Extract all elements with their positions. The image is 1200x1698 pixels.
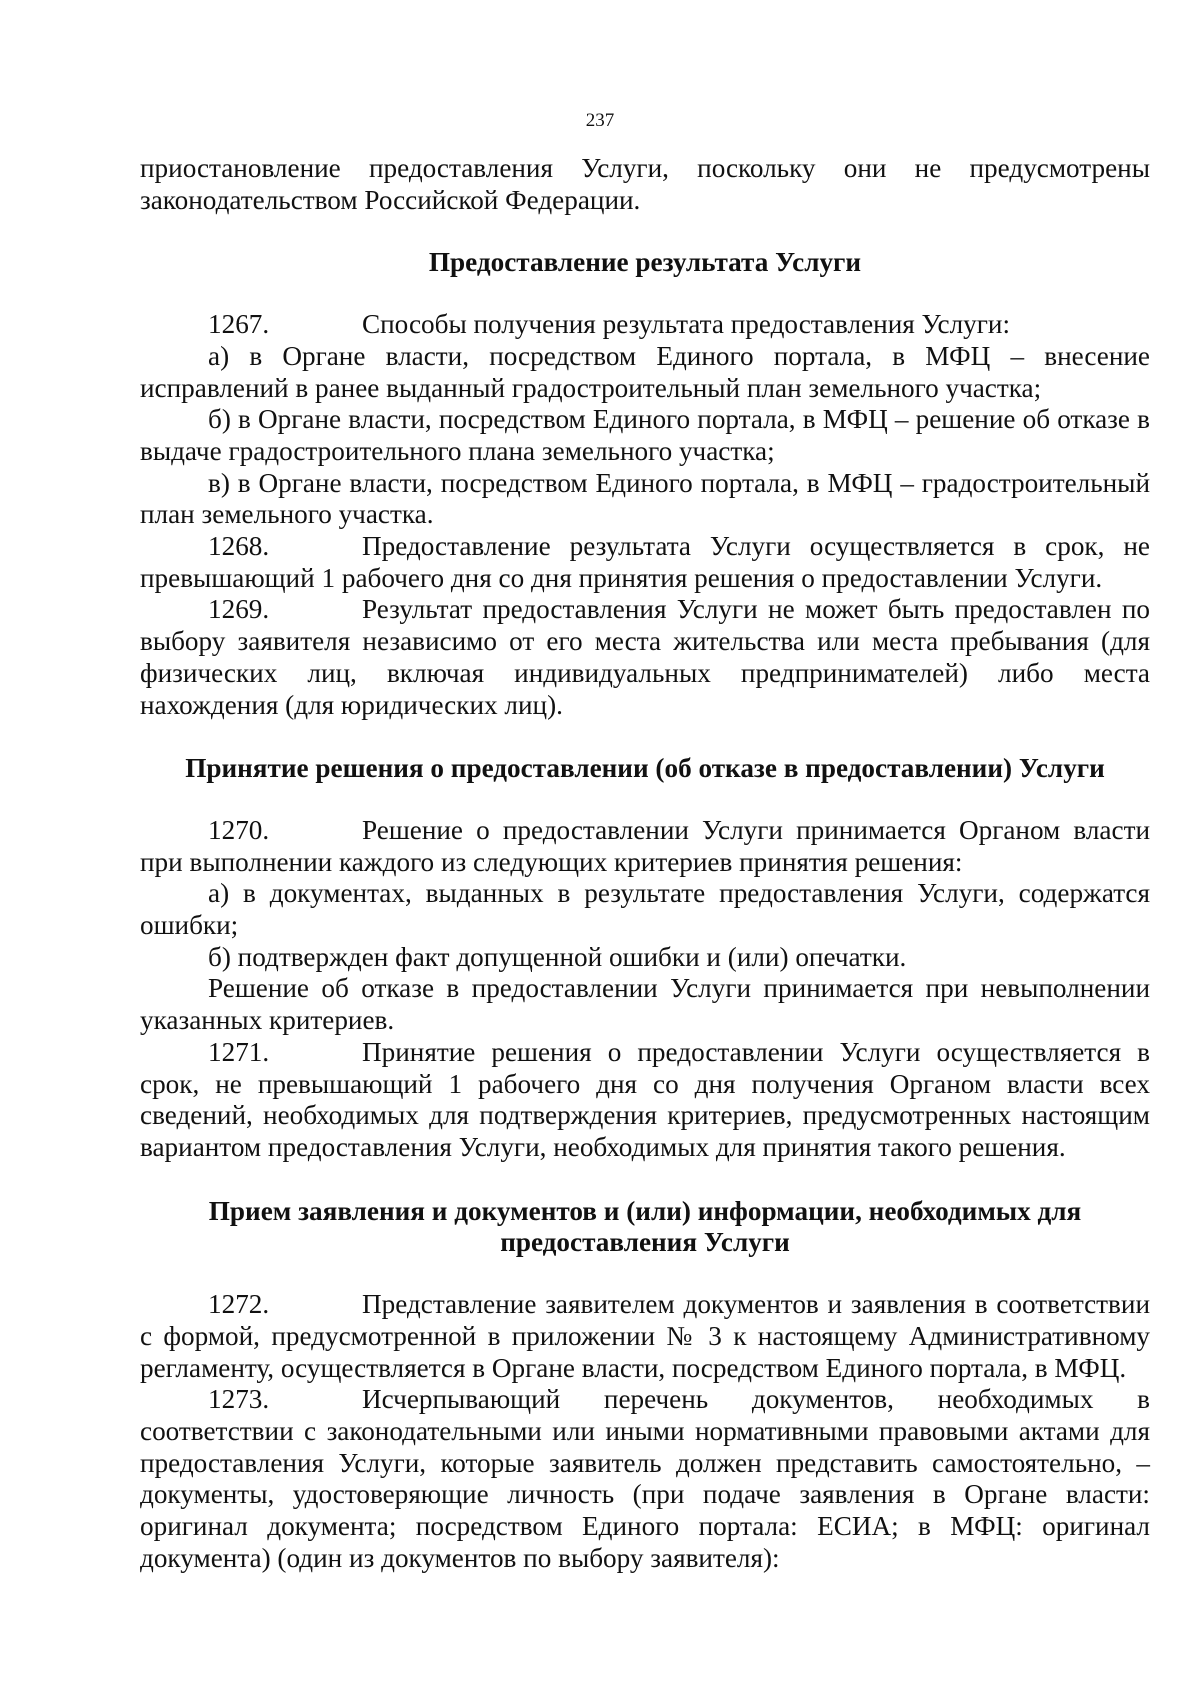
paragraph-continuation: приостановление предоставления Услуги, поскольку они не предусмотрены законодательством Российской Федерации. xyxy=(140,153,1150,215)
section-heading-decision: Принятие решения о предоставлении (об отказе в предоставлении) Услуги xyxy=(185,753,1105,784)
page-number: 237 xyxy=(585,110,615,131)
clause-text: Способы получения результата предоставления Услуги: xyxy=(362,309,1011,340)
clause-1269 xyxy=(140,594,1150,721)
clause-1267 xyxy=(140,309,1150,341)
clause-text: Принятие решения о предоставлении Услуги осуществляется в срок, не превышающий 1 рабочего дня со дня получения Органом власти всех сведений, необходимых для подтверждения критериев, предусмотренных настоящим вариантом предоставления Услуги, необходимых для принятия такого решения. xyxy=(140,1036,1150,1162)
clause-1271 xyxy=(140,1037,1150,1164)
clause-number: 1272. xyxy=(208,1289,270,1320)
clause-text: Результат предоставления Услуги не может быть предоставлен по выбору заявителя независимо от его места жительства или места пребывания (для физических лиц, включая индивидуальных предпринимателей) либо места нахождения (для юридических лиц). xyxy=(140,594,1150,720)
section-heading-result: Предоставление результата Услуги xyxy=(428,247,862,278)
clause-1267-item-b: б) в Органе власти, посредством Единого портала, в МФЦ – решение об отказе в выдаче градостроительного плана земельного участка; xyxy=(140,404,1150,466)
clause-number: 1268. xyxy=(208,531,270,562)
clause-1273 xyxy=(140,1384,1150,1574)
clause-1270-item-a: а) в документах, выданных в результате предоставления Услуги, содержатся ошибки; xyxy=(140,878,1150,941)
clause-1270-refusal: Решение об отказе в предоставлении Услуги принимается при невыполнении указанных критериев. xyxy=(140,973,1150,1036)
clause-text: Решение о предоставлении Услуги принимается Органом власти при выполнении каждого из следующих критериев принятия решения: xyxy=(140,814,1150,877)
clause-number: 1269. xyxy=(208,594,270,625)
clause-text: Представление заявителем документов и заявления в соответствии с формой, предусмотренной в приложении № 3 к настоящему Административному регламенту, осуществляется в Органе власти, посредством Единого портала, в МФЦ. xyxy=(140,1289,1150,1383)
clause-1267-item-c: в) в Органе власти, посредством Единого портала, в МФЦ – градостроительный план земельного участка. xyxy=(140,467,1150,530)
clause-number: 1271. xyxy=(208,1036,270,1067)
clause-number: 1267. xyxy=(208,309,270,340)
clause-text: Предоставление результата Услуги осуществляется в срок, не превышающий 1 рабочего дня со дня принятия решения о предоставлении Услуги. xyxy=(140,531,1150,593)
clause-1272 xyxy=(140,1289,1150,1384)
clause-1268 xyxy=(140,531,1150,594)
clause-number: 1273. xyxy=(208,1384,270,1415)
section-heading-application: Прием заявления и документов и (или) информации, необходимых для предоставления Услуги xyxy=(208,1195,1082,1258)
clause-1270-item-b: б) подтвержден факт допущенной ошибки и (или) опечатки. xyxy=(208,941,907,972)
clause-number: 1270. xyxy=(208,814,270,845)
clause-1270 xyxy=(140,815,1150,878)
document-body xyxy=(140,153,1150,1574)
clause-text: Исчерпывающий перечень документов, необходимых в соответствии с законодательными или иными нормативными правовыми актами для предоставления Услуги, которые заявитель должен представить самостоятельно, – документы, удостоверяющие личность (при подаче заявления в Органе власти: оригинал документа; посредством Единого портала: ЕСИА; в МФЦ: оригинал документа) (один из документов по выбору заявителя): xyxy=(140,1384,1150,1573)
clause-1267-item-a: а) в Органе власти, посредством Единого портала, в МФЦ – внесение исправлений в ранее выданный градостроительный план земельного участка; xyxy=(140,340,1150,403)
